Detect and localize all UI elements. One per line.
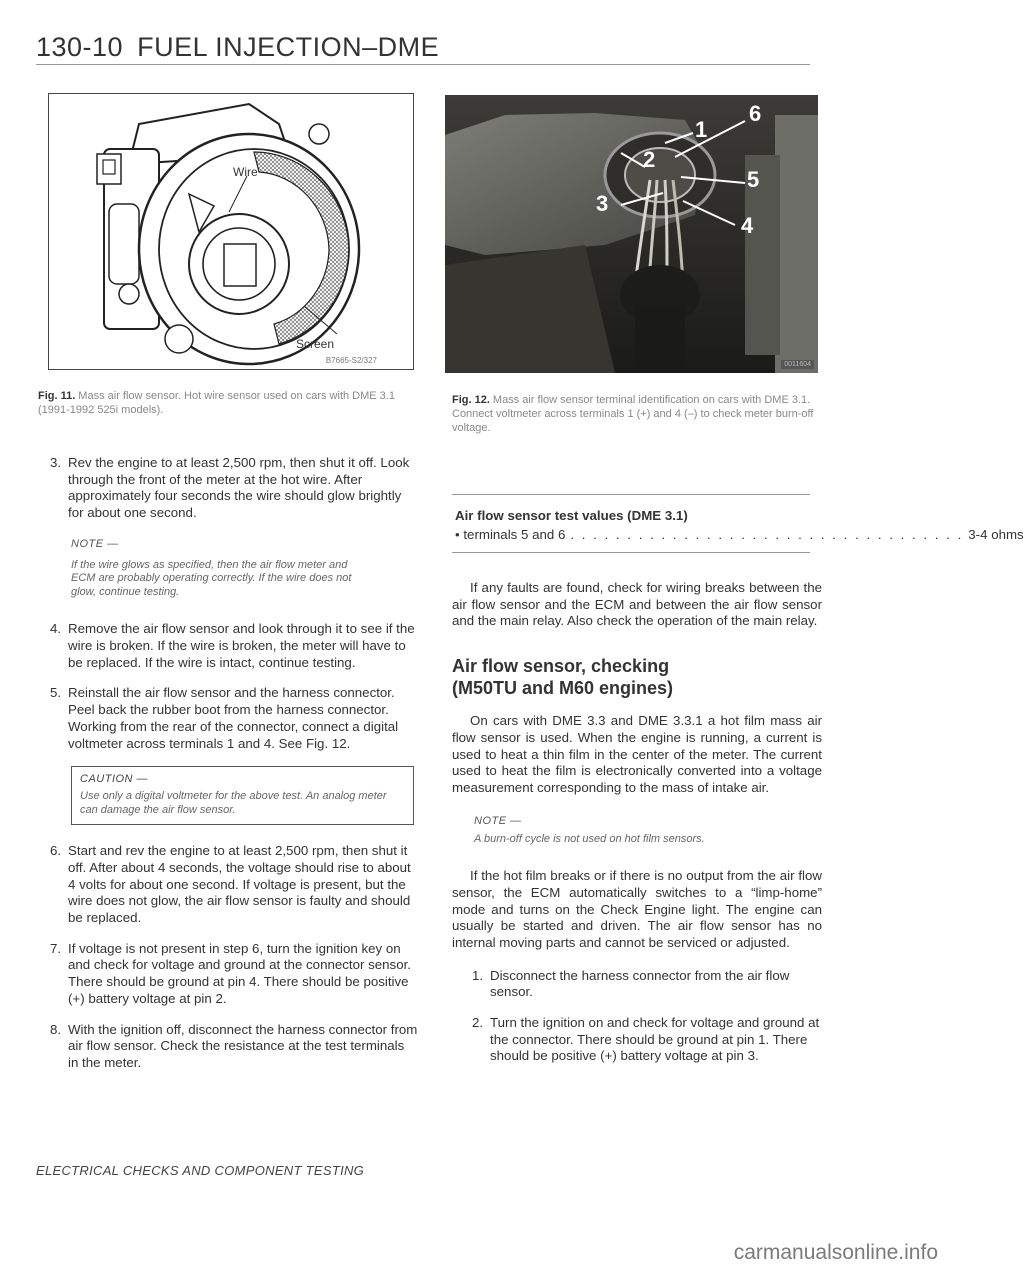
paragraph-hot-film: On cars with DME 3.3 and DME 3.3.1 a hot film mass air flow sensor is used. When the engine is running, a current is used to heat a thin film in the center of the meter. The current used to heat the film is electronically converted into a voltage measurement corresponding to the mass of intake air.: [452, 713, 822, 795]
caution-text: Use only a digital voltmeter for the above test. An analog meter can damage the air flow sensor.: [80, 790, 387, 816]
spec-box: [452, 494, 1024, 553]
figure-11-illustration: [48, 93, 414, 370]
figure-12-photo: [445, 95, 818, 373]
callout-3: 3: [596, 191, 609, 216]
spec-row-value: 3-4 ohms: [968, 527, 1024, 542]
section-heading-line-2: (M50TU and M60 engines): [452, 678, 674, 699]
header-rule: [36, 64, 810, 65]
step-8: 8. With the ignition off, disconnect the harness connector from air flow sensor. Check the resistance at the test terminals in the meter.: [50, 1021, 418, 1070]
figure-11-label: Fig. 11.: [38, 390, 76, 402]
chapter-title: FUEL INJECTION–DME: [137, 32, 440, 62]
spec-title: Air flow sensor test values (DME 3.1): [455, 508, 688, 523]
section-heading: [452, 655, 822, 699]
callout-5: 5: [747, 167, 760, 192]
spec-row: [455, 527, 1024, 542]
note-1-text: If the wire glows as specified, then the air flow meter and ECM are probably operating correctly. If the wire does not glow, continue testing.: [71, 558, 352, 598]
paragraph-limp-home: If the hot film breaks or if there is no output from the air flow sensor, the ECM automatically switches to a “limp-home” mode and turns on the Check Engine light. The engine can usually be started and driven. The air flow sensor has no internal moving parts and cannot be serviced or adjusted.: [452, 868, 822, 950]
note-2: [452, 815, 822, 847]
note-1-title: NOTE —: [71, 537, 119, 550]
spec-rule-top: [452, 494, 810, 495]
callout-1: 1: [695, 117, 708, 142]
note-1: [38, 538, 418, 600]
step-4: 4. Remove the air flow sensor and look through it to see if the wire is broken. If the wire is broken, the meter will have to be replaced. If the wire is intact, continue testing.: [50, 621, 415, 670]
figure-12-label: Fig. 12.: [452, 394, 490, 406]
figure-12-code: 0011604: [781, 360, 814, 369]
page-header: [36, 32, 439, 63]
right-step-1: 1. Disconnect the harness connector from the air flow sensor.: [472, 967, 790, 1000]
left-column: [38, 455, 418, 1072]
page-number: 130-10: [36, 32, 124, 62]
callout-2: 2: [643, 147, 656, 172]
spec-row-label: • terminals 5 and 6: [455, 527, 566, 542]
footer-section-title: ELECTRICAL CHECKS AND COMPONENT TESTING: [36, 1163, 365, 1178]
figure-12-caption-text: Mass air flow sensor terminal identification on cars with DME 3.1. Connect voltmeter across terminals 1 (+) and 4 (–) to check meter burn-off voltage.: [452, 394, 814, 434]
air-flow-sensor-drawing: [49, 94, 413, 369]
step-7: 7. If voltage is not present in step 6, turn the ignition key on and check for voltage and ground at the connector sensor. There should be ground at pin 4. There should be positive (+) battery voltage at pin 2.: [50, 940, 411, 1006]
label-wire: Wire: [233, 165, 258, 179]
spec-rule-bottom: [452, 552, 810, 553]
callout-6: 6: [749, 101, 762, 126]
section-heading-line-1: Air flow sensor, checking: [452, 656, 670, 677]
right-step-2: 2. Turn the ignition on and check for voltage and ground at the connector. There should be ground at pin 1. There should be positive (+) battery voltage at pin 3.: [472, 1015, 820, 1064]
step-3: 3. Rev the engine to at least 2,500 rpm, then shut it off. Look through the front of the meter at the hot wire. After approximately four seconds the wire should glow brightly for about one second.: [50, 455, 410, 521]
figure-11-code: B7665-S2/327: [325, 356, 377, 365]
sensor-connector-photo: [445, 95, 818, 373]
note-2-text: A burn-off cycle is not used on hot film sensors.: [474, 832, 705, 845]
note-2-title: NOTE —: [474, 814, 522, 827]
paragraph-wiring-faults: If any faults are found, check for wiring breaks between the air flow sensor and the ECM and between the air flow sensor and the main relay. Also check the operation of the main relay.: [452, 580, 822, 629]
figure-11-caption-text: Mass air flow sensor. Hot wire sensor used on cars with DME 3.1 (1991-1992 525i models).: [38, 390, 395, 416]
step-5: 5. Reinstall the air flow sensor and the harness connector. Peel back the rubber boot from the harness connector. Working from the rear of the connector, connect a digital voltmeter across terminals 1 and 4. See Fig. 12.: [50, 685, 399, 751]
right-column: [452, 580, 822, 1065]
callout-4: 4: [741, 213, 754, 238]
step-6: 6. Start and rev the engine to at least 2,500 rpm, then shut it off. After about 4 seconds, the voltage should rise to about 4 volts for about one second. If voltage is present, but the wire does not glow, the air flow sensor is faulty and should be replaced.: [50, 843, 411, 926]
watermark-link[interactable]: carmanualsonline.info: [733, 1241, 938, 1264]
spec-row-leader: . . . . . . . . . . . . . . . . . . . . . . . . . . . . . . . . . . .: [570, 527, 964, 542]
label-screen: Screen: [296, 337, 335, 351]
caution-title: CAUTION —: [80, 773, 149, 786]
figure-12-caption: [452, 393, 822, 435]
figure-11-caption: [38, 389, 424, 417]
caution-box: [71, 766, 414, 825]
